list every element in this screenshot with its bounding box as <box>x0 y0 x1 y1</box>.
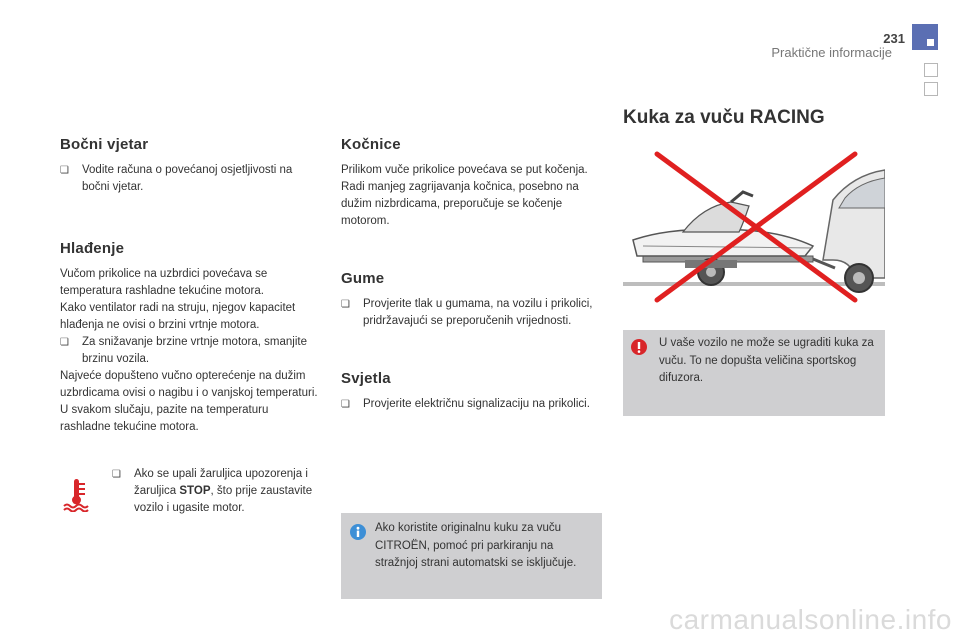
checkbox-bullet-icon: ❏ <box>341 399 350 410</box>
bullet-hladenje <box>60 334 322 368</box>
info-note <box>341 513 602 599</box>
warning-light-bullet <box>112 466 322 517</box>
checkbox-bullet-icon: ❏ <box>341 299 350 310</box>
hladenje-para2: Kako ventilator radi na struju, njegov kapacitet hlađenja ne ovisi o brzini vrtnje motora. <box>60 302 296 331</box>
heading-bocni-vjetar: Bočni vjetar <box>60 136 149 153</box>
kocnice-para1: Prilikom vuče prikolice povećava se put kočenja. <box>341 164 588 176</box>
racing-warning-note <box>623 330 885 416</box>
heading-svjetla: Svjetla <box>341 370 391 387</box>
chapter-tab <box>912 24 938 50</box>
heading-hladenje: Hlađenje <box>60 240 125 257</box>
bullet-text: Za snižavanje brzine vrtnje motora, smanjite brzinu vozila. <box>82 336 307 365</box>
hladenje-para4: U svakom slučaju, pazite na temperaturu rashladne tekućine motora. <box>60 404 269 433</box>
column-left <box>60 136 322 436</box>
hladenje-para3: Najveće dopušteno vučno opterećenje na dužim uzbrdicama ovisi o nagibu i o vanjskoj temperaturi. <box>60 370 318 399</box>
checkbox-bullet-icon: ❏ <box>60 337 69 348</box>
column-middle <box>341 136 603 413</box>
heading-racing: Kuka za vuču RACING <box>623 107 825 128</box>
racing-illustration <box>623 140 885 318</box>
chapter-tab-mark <box>927 39 934 46</box>
heading-kocnice: Kočnice <box>341 136 401 153</box>
chapter-box-empty <box>924 63 938 77</box>
warning-light-text: Ako se upali žaruljica upozorenja i žaruljica STOP, što prije zaustavite vozilo i ugasite motor. <box>134 468 313 514</box>
checkbox-bullet-icon: ❏ <box>112 469 121 480</box>
coolant-temperature-icon <box>62 478 92 512</box>
racing-warning-text: U vaše vozilo ne može se ugraditi kuka za vuču. To ne dopušta veličina sportskog difuzora. <box>659 337 874 384</box>
hladenje-para1: Vučom prikolice na uzbrdici povećava se temperatura rashladne tekućine motora. <box>60 268 268 297</box>
bullet-bocni-vjetar <box>60 162 322 196</box>
heading-gume: Gume <box>341 270 385 287</box>
exclamation-icon <box>631 339 647 361</box>
checkbox-bullet-icon: ❏ <box>60 165 69 176</box>
bullet-text: Vodite računa o povećanoj osjetljivosti na bočni vjetar. <box>82 164 293 193</box>
bullet-svjetla <box>341 396 603 413</box>
info-icon <box>350 524 366 545</box>
section-title: Praktične informacije <box>771 45 892 60</box>
watermark: carmanualsonline.info <box>669 604 952 635</box>
kocnice-para2: Radi manjeg zagrijavanja kočnica, posebno na dužim nizbrdicama, preporučuje se kočenje motorom. <box>341 181 579 227</box>
page-number: 231 <box>883 31 905 46</box>
bullet-text: Provjerite tlak u gumama, na vozilu i prikolici, pridržavajući se preporučenih vrijednosti. <box>363 298 593 327</box>
bullet-text: Provjerite električnu signalizaciju na prikolici. <box>363 398 590 410</box>
bullet-gume <box>341 296 603 330</box>
info-note-text: Ako koristite originalnu kuku za vuču CITROËN, pomoć pri parkiranju na stražnjoj strani automatski se isključuje. <box>375 522 577 569</box>
chapter-box-empty <box>924 82 938 96</box>
